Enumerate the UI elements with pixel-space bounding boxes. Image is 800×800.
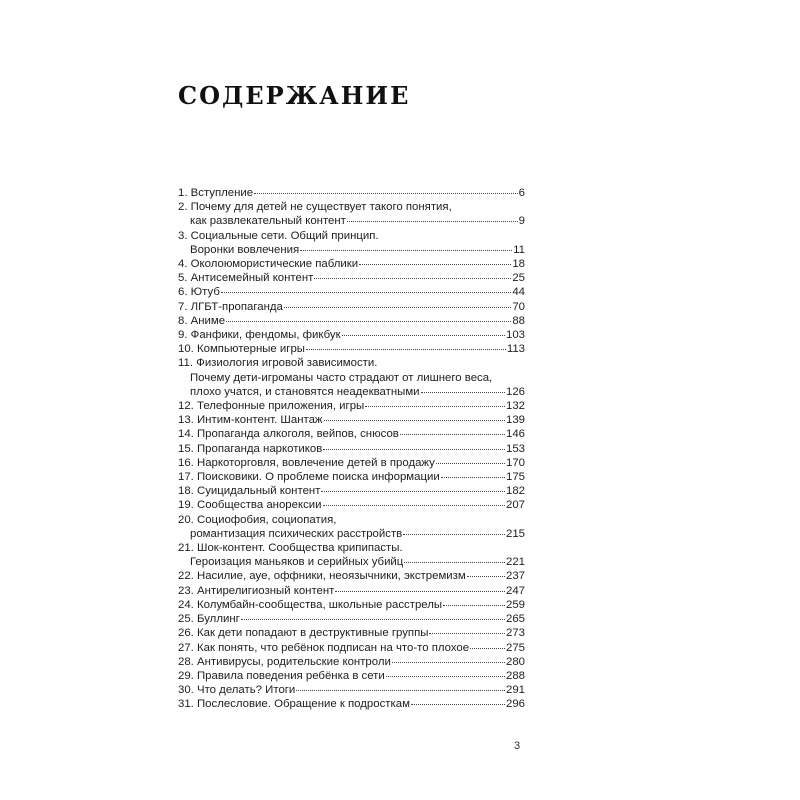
toc-entry-title: 18. Суицидальный контент	[178, 485, 321, 498]
toc-entry-page: 170	[505, 456, 525, 469]
dot-leader	[241, 619, 505, 620]
toc-entry-line	[178, 669, 525, 683]
toc-entry	[178, 271, 525, 285]
toc-entry-page: 221	[505, 556, 525, 569]
toc-entry-page: 126	[505, 385, 525, 398]
toc-entry	[178, 427, 525, 441]
toc-entry-title: 3. Социальные сети. Общий принцип.	[178, 229, 379, 242]
toc-entry-page: 237	[505, 570, 525, 583]
toc-entry-line	[178, 612, 525, 626]
toc-entry-page: 11	[513, 243, 525, 256]
toc-entry-title: Почему дети-игроманы часто страдают от лишнего веса,	[190, 371, 493, 384]
dot-leader	[226, 321, 511, 322]
toc-entry-line	[178, 513, 525, 527]
toc-entry	[178, 669, 525, 683]
toc-entry-line	[178, 342, 525, 356]
toc-entry-line	[178, 584, 525, 598]
toc-entry	[178, 442, 525, 456]
dot-leader	[306, 349, 506, 350]
dot-leader	[386, 676, 505, 677]
toc-entry	[178, 513, 525, 541]
dot-leader	[421, 392, 505, 393]
dot-leader	[300, 250, 512, 251]
toc-entry-line	[178, 285, 525, 299]
dot-leader	[321, 491, 505, 492]
toc-entry-line	[178, 598, 525, 612]
toc-entry	[178, 456, 525, 470]
toc-entry	[178, 655, 525, 669]
toc-entry-title: 22. Насилие, ауе, оффники, неоязычники, экстремизм	[178, 570, 466, 583]
dot-leader	[323, 505, 505, 506]
dot-leader	[359, 264, 511, 265]
toc-entry-line	[178, 200, 525, 214]
toc-entry-page: 25	[512, 272, 525, 285]
dot-leader	[365, 406, 505, 407]
toc-entry-title: 9. Фанфики, фендомы, фикбук	[178, 329, 341, 342]
toc-entry-page: 215	[505, 527, 525, 540]
toc-entry-title: 16. Наркоторговля, вовлечение детей в продажу	[178, 456, 435, 469]
toc-entry-title: 1. Вступление	[178, 187, 254, 199]
toc-entry-line	[178, 243, 525, 257]
toc-entry-page: 103	[505, 329, 525, 342]
dot-leader	[342, 335, 505, 336]
dot-leader	[404, 562, 505, 563]
toc-entry-line	[178, 683, 525, 697]
toc-entry	[178, 257, 525, 271]
table-of-contents	[178, 186, 525, 712]
dot-leader	[429, 633, 505, 634]
dot-leader	[254, 193, 518, 194]
toc-entry-page: 153	[505, 442, 525, 455]
toc-entry-title: 20. Социофобия, социопатия,	[178, 513, 337, 526]
toc-entry-page: 296	[505, 698, 525, 711]
toc-entry-title: 6. Ютуб	[178, 286, 220, 299]
toc-entry-title: 24. Колумбайн-сообщества, школьные расстрелы	[178, 598, 443, 611]
toc-entry-page: 182	[505, 485, 525, 498]
dot-leader	[436, 463, 505, 464]
page-number: 3	[514, 740, 521, 752]
dot-leader	[221, 292, 511, 293]
toc-entry-title: 2. Почему для детей не существует такого понятия,	[178, 201, 452, 214]
toc-entry	[178, 697, 525, 711]
toc-entry-title: как развлекательный контент	[190, 215, 346, 228]
toc-entry-line	[178, 655, 525, 669]
toc-entry-page: 6	[518, 187, 525, 199]
toc-entry	[178, 569, 525, 583]
toc-entry-page: 9	[518, 215, 525, 228]
toc-entry	[178, 470, 525, 484]
dot-leader	[441, 477, 505, 478]
toc-entry-title: 11. Физиология игровой зависимости.	[178, 357, 378, 370]
page-title: СОДЕРЖАНИЕ	[178, 81, 411, 110]
toc-entry	[178, 598, 525, 612]
toc-entry	[178, 285, 525, 299]
toc-entry-page: 291	[505, 684, 525, 697]
toc-entry-title: романтизация психических расстройств	[190, 527, 403, 540]
toc-entry-page: 70	[512, 300, 525, 313]
toc-entry-title: 31. Послесловие. Обращение к подросткам	[178, 698, 410, 711]
dot-leader	[400, 434, 505, 435]
toc-entry-title: 7. ЛГБТ-пропаганда	[178, 300, 283, 313]
toc-entry-title: Воронки вовлечения	[190, 243, 300, 256]
toc-entry	[178, 541, 525, 569]
toc-entry-title: 28. Антивирусы, родительские контроли	[178, 655, 391, 668]
toc-entry	[178, 356, 525, 399]
toc-entry-title: 21. Шок-контент. Сообщества крипипасты.	[178, 542, 403, 555]
toc-entry-title: 29. Правила поведения ребёнка в сети	[178, 669, 385, 682]
toc-entry-title: Героизация маньяков и серийных убийц	[190, 556, 404, 569]
toc-entry-title: 23. Антирелигиозный контент	[178, 584, 335, 597]
toc-entry-line	[178, 328, 525, 342]
toc-entry-line	[178, 257, 525, 271]
toc-entry-page: 280	[505, 655, 525, 668]
dot-leader	[347, 221, 518, 222]
toc-entry-line	[178, 484, 525, 498]
toc-entry-title: 12. Телефонные приложения, игры	[178, 400, 365, 413]
toc-entry-line	[178, 399, 525, 413]
dot-leader	[324, 420, 505, 421]
toc-entry	[178, 612, 525, 626]
toc-entry-title: 14. Пропаганда алкоголя, вейпов, снюсов	[178, 428, 399, 441]
toc-entry-line	[178, 569, 525, 583]
toc-entry-line	[178, 300, 525, 314]
toc-entry-page: 139	[505, 414, 525, 427]
toc-entry-page: 175	[505, 471, 525, 484]
toc-entry-page: 132	[505, 400, 525, 413]
toc-entry-title: 4. Околоюмористические паблики	[178, 258, 359, 271]
toc-entry-page: 88	[512, 314, 525, 327]
toc-entry-line	[178, 697, 525, 711]
toc-entry-line	[178, 371, 525, 385]
toc-entry-page: 146	[505, 428, 525, 441]
toc-entry-line	[178, 555, 525, 569]
toc-entry-line	[178, 271, 525, 285]
toc-entry-line	[178, 442, 525, 456]
toc-entry-title: 17. Поисковики. О проблеме поиска информации	[178, 471, 440, 484]
toc-entry-line	[178, 541, 525, 555]
toc-entry-title: 15. Пропаганда наркотиков	[178, 442, 323, 455]
dot-leader	[403, 534, 505, 535]
toc-entry-line	[178, 314, 525, 328]
toc-entry	[178, 328, 525, 342]
toc-entry-page: 44	[512, 286, 525, 299]
toc-entry-title: плохо учатся, и становятся неадекватными	[190, 385, 420, 398]
dot-leader	[284, 307, 511, 308]
toc-entry	[178, 399, 525, 413]
toc-entry	[178, 314, 525, 328]
toc-entry-page: 18	[512, 258, 525, 271]
dot-leader	[314, 278, 511, 279]
toc-entry-line	[178, 385, 525, 399]
toc-entry-line	[178, 413, 525, 427]
dot-leader	[335, 591, 505, 592]
toc-entry	[178, 584, 525, 598]
dot-leader	[296, 690, 505, 691]
toc-entry	[178, 626, 525, 640]
toc-entry-title: 19. Сообщества анорексии	[178, 499, 322, 512]
toc-entry-line	[178, 356, 525, 370]
dot-leader	[443, 605, 505, 606]
toc-entry	[178, 413, 525, 427]
toc-entry-page: 259	[505, 598, 525, 611]
dot-leader	[467, 576, 505, 577]
toc-entry-page: 207	[505, 499, 525, 512]
toc-entry-page: 275	[505, 641, 525, 654]
dot-leader	[470, 648, 505, 649]
toc-entry-line	[178, 527, 525, 541]
toc-entry	[178, 683, 525, 697]
dot-leader	[411, 704, 505, 705]
toc-entry-line	[178, 498, 525, 512]
toc-entry-page: 265	[505, 613, 525, 626]
toc-entry	[178, 498, 525, 512]
toc-entry-page: 288	[505, 669, 525, 682]
toc-entry	[178, 186, 525, 200]
toc-entry-title: 30. Что делать? Итоги	[178, 684, 296, 697]
toc-entry	[178, 484, 525, 498]
toc-entry	[178, 229, 525, 257]
toc-entry-line	[178, 626, 525, 640]
toc-entry-title: 5. Антисемейный контент	[178, 272, 314, 285]
toc-entry	[178, 342, 525, 356]
toc-entry-page: 113	[506, 343, 525, 356]
toc-entry-title: 25. Буллинг	[178, 613, 240, 626]
toc-entry-line	[178, 214, 525, 228]
toc-entry-line	[178, 186, 525, 200]
toc-entry-title: 13. Интим-контент. Шантаж	[178, 414, 323, 427]
toc-entry-line	[178, 641, 525, 655]
toc-entry-title: 10. Компьютерные игры	[178, 343, 305, 356]
toc-entry	[178, 300, 525, 314]
toc-entry-line	[178, 427, 525, 441]
toc-entry	[178, 200, 525, 228]
toc-entry-title: 27. Как понять, что ребёнок подписан на что-то плохое	[178, 641, 470, 654]
toc-entry-line	[178, 456, 525, 470]
toc-entry-page: 273	[505, 627, 525, 640]
toc-entry-page: 247	[505, 584, 525, 597]
dot-leader	[392, 662, 505, 663]
toc-entry-title: 8. Аниме	[178, 314, 226, 327]
toc-entry-line	[178, 470, 525, 484]
dot-leader	[323, 449, 505, 450]
toc-entry-line	[178, 229, 525, 243]
toc-entry	[178, 641, 525, 655]
toc-entry-title: 26. Как дети попадают в деструктивные группы	[178, 627, 429, 640]
